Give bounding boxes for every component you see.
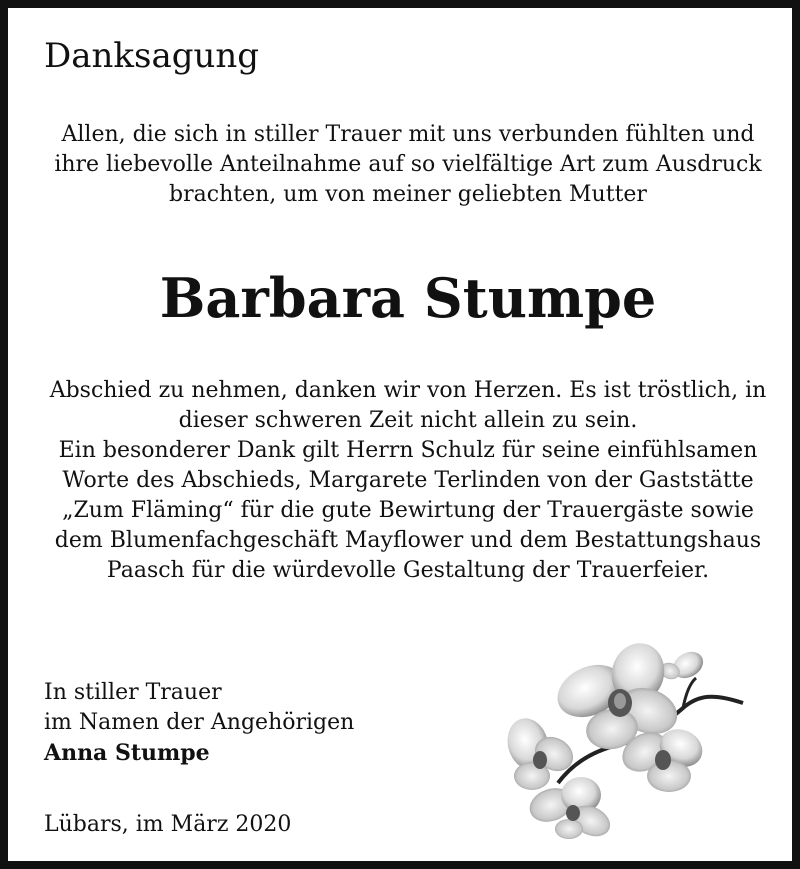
intro-line: Allen, die sich in stiller Trauer mit uns verbunden fühlten und xyxy=(61,122,755,147)
body-line: dem Blumenfachgeschäft Mayflower und dem Bestattungshaus xyxy=(54,528,762,553)
body-line: Ein besonderer Dank gilt Herrn Schulz für seine einfühlsamen xyxy=(58,438,758,463)
intro-line: ihre liebevolle Anteilnahme auf so vielfältige Art zum Ausdruck xyxy=(54,152,762,177)
body-line: dieser schweren Zeit nicht allein zu sein. xyxy=(178,408,638,433)
body-line: „Zum Fläming“ für die gute Bewirtung der Trauergäste sowie xyxy=(62,498,754,523)
orchid-illustration-icon xyxy=(498,633,758,848)
signature-line1: In stiller Trauer xyxy=(44,680,222,705)
body-paragraph xyxy=(38,376,778,586)
body-line: Abschied zu nehmen, danken wir von Herzen. Es ist tröstlich, in xyxy=(49,378,767,403)
intro-paragraph xyxy=(38,120,778,210)
place-date: Lübars, im März 2020 xyxy=(44,812,292,837)
heading: Danksagung xyxy=(44,36,260,76)
signature-block xyxy=(44,678,354,768)
body-line: Paasch für die würdevolle Gestaltung der Trauerfeier. xyxy=(106,558,710,583)
body-line: Worte des Abschieds, Margarete Terlinden von der Gaststätte xyxy=(62,468,754,493)
signature-name: Anna Stumpe xyxy=(44,740,210,766)
intro-line: brachten, um von meiner geliebten Mutter xyxy=(169,182,647,207)
deceased-name: Barbara Stumpe xyxy=(159,266,657,330)
signature-line2: im Namen der Angehörigen xyxy=(44,710,355,735)
